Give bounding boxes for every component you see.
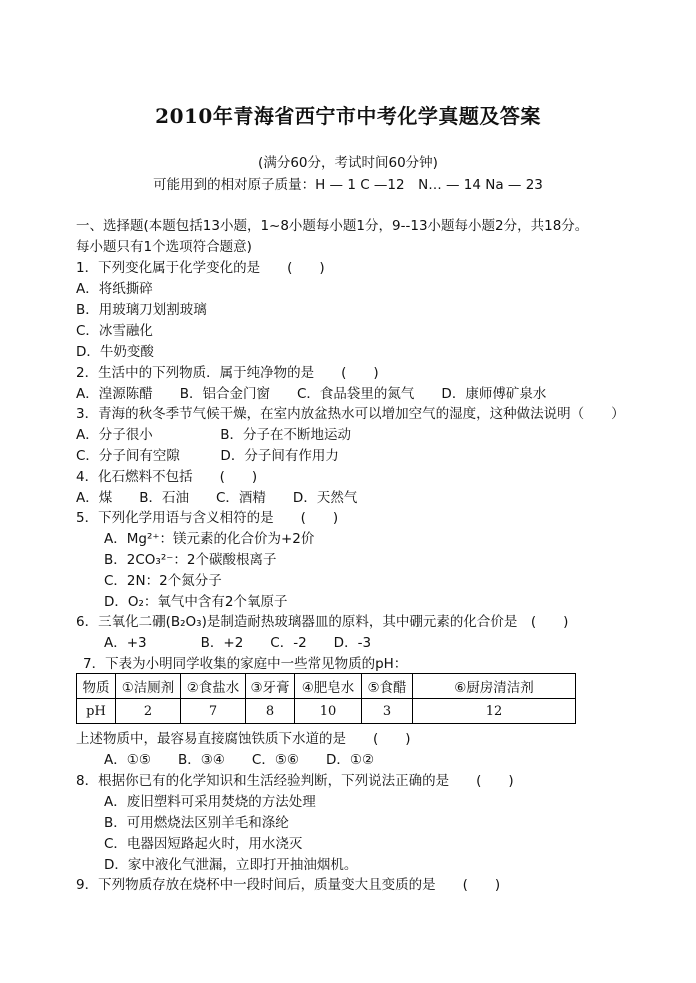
question-7-ask: 上述物质中，最容易直接腐蚀铁质下水道的是 ( ) xyxy=(76,731,411,747)
question-7: 7．下表为小明同学收集的家庭中一些常见物质的pH： xyxy=(83,656,408,672)
table-cell: 3 xyxy=(362,699,413,724)
question-5: 5．下列化学用语与含义相符的是 ( ) xyxy=(76,510,339,526)
table-cell: 2 xyxy=(116,699,181,724)
options-4: A．煤 B．石油 C．酒精 D．天然气 xyxy=(76,490,358,506)
table-cell: 10 xyxy=(295,699,362,724)
table-header-cell: ⑤食醋 xyxy=(362,674,413,699)
table-cell: 12 xyxy=(413,699,576,724)
question-4: 4．化石燃料不包括 ( ) xyxy=(76,469,258,485)
option-8b: B．可用燃烧法区别羊毛和涤纶 xyxy=(104,815,289,831)
table-header-cell: ④肥皂水 xyxy=(295,674,362,699)
exam-info: (满分60分，考试时间60分钟) xyxy=(258,155,438,171)
question-3: 3．青海的秋冬季节气候干燥，在室内放盆热水可以增加空气的湿度，这种做法说明（ ） xyxy=(76,406,625,422)
table-header-cell: ②食盐水 xyxy=(181,674,246,699)
option-5a: A．Mg²⁺：镁元素的化合价为+2价 xyxy=(104,531,315,547)
option-1d: D．牛奶变酸 xyxy=(76,344,154,360)
options-7: A．①⑤ B．③④ C．⑤⑥ D．①② xyxy=(104,752,375,768)
option-5d: D．O₂：氧气中含有2个氧原子 xyxy=(104,594,288,610)
option-5c: C．2N：2个氮分子 xyxy=(104,573,222,589)
table-cell: 8 xyxy=(246,699,295,724)
table-header-cell: 物质 xyxy=(77,674,116,699)
section-heading: 一、选择题(本题包括13小题，1~8小题每小题1分，9--13小题每小题2分，共18分。 xyxy=(76,218,589,234)
option-5b: B．2CO₃²⁻：2个碳酸根离子 xyxy=(104,552,277,568)
page-title: 2010年青海省西宁市中考化学真题及答案 xyxy=(155,104,541,128)
question-2: 2．生活中的下列物质．属于纯净物的是 ( ) xyxy=(76,365,379,381)
table-cell: 7 xyxy=(181,699,246,724)
atomic-masses: 可能用到的相对原子质量：H — 1 C —12 N… — 14 Na — 23 xyxy=(153,177,543,193)
question-6: 6．三氧化二硼(B₂O₃)是制造耐热玻璃器皿的原料，其中硼元素的化合价是 ( ) xyxy=(76,614,569,630)
option-1c: C．冰雪融化 xyxy=(76,323,153,339)
options-3-ab: A．分子很小 B．分子在不断地运动 xyxy=(76,427,351,443)
ph-table xyxy=(76,673,576,724)
table-row xyxy=(77,699,576,724)
option-8d: D．家中液化气泄漏，立即打开抽油烟机。 xyxy=(104,857,358,873)
option-1a: A．将纸撕碎 xyxy=(76,281,153,297)
table-row xyxy=(77,674,576,699)
option-8c: C．电器因短路起火时，用水浇灭 xyxy=(104,836,303,852)
table-header-cell: ①洁厕剂 xyxy=(116,674,181,699)
table-cell: pH xyxy=(77,699,116,724)
question-8: 8．根据你已有的化学知识和生活经验判断，下列说法正确的是 ( ) xyxy=(76,773,514,789)
section-heading-cont: 每小题只有1个选项符合题意) xyxy=(76,239,252,255)
question-9: 9．下列物质存放在烧杯中一段时间后，质量变大且变质的是 ( ) xyxy=(76,877,501,893)
options-2: A．湟源陈醋 B．铝合金门窗 C．食品袋里的氮气 D．康师傅矿泉水 xyxy=(76,386,547,402)
question-1: 1．下列变化属于化学变化的是 ( ) xyxy=(76,260,325,276)
table-header-cell: ⑥厨房清洁剂 xyxy=(413,674,576,699)
options-6: A．+3 B．+2 C．-2 D．-3 xyxy=(104,635,372,651)
table-header-cell: ③牙膏 xyxy=(246,674,295,699)
option-8a: A．废旧塑料可采用焚烧的方法处理 xyxy=(104,794,316,810)
option-1b: B．用玻璃刀划割玻璃 xyxy=(76,302,207,318)
options-3-cd: C．分子间有空隙 D．分子间有作用力 xyxy=(76,448,339,464)
